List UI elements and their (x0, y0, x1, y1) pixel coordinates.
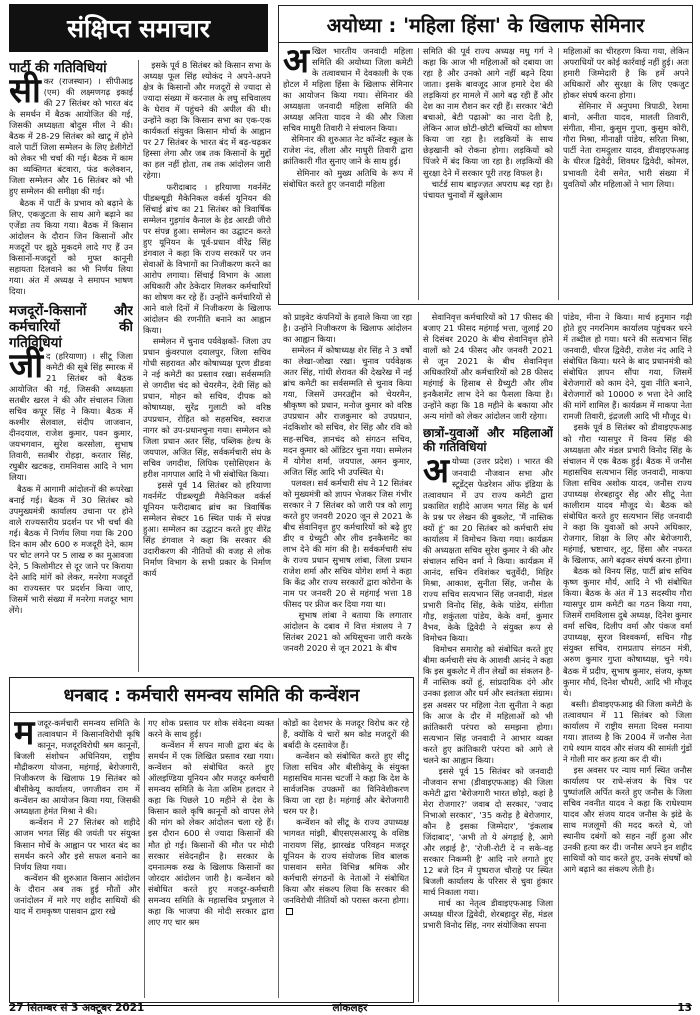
dropcap-a: अ (283, 46, 309, 81)
column-divider (418, 48, 419, 300)
footer-date: 27 सितम्बर से 3 अक्टूबर 2021 (9, 1002, 145, 1014)
paragraph: द (हरियाणा) । सीटू जिला कमेटी की सूबे सिंह स्मारक में 21 सितंबर को बैठक आयोजित की गई, जिसकी अध्यक्षता सतबीर खरल ने की और संचालन जिला सचिव कपूर सिंह ने किया। बैठक में कश्मीर सेलवाल, संदीप जाजवान, दीनदयाल, राजेश कुमार, पवन कुमार, जयभगवान, सुरेश करसोला, सुभाष तिवारी, सतबीर रोहड़ा, करतार सिंह, रघुबीर खटकड़, रामनिवास आदि ने भाग लिया। (9, 350, 133, 483)
paragraph: सुभाष लांबा ने बताया कि लगातार आंदोलन के दबाव में वित्त मंत्रालय ने 7 सितंबर 2021 को अधिसूचना जारी करके जनवरी 2020 से जून 2021 के बीच (283, 610, 412, 654)
footer-page-number: 13 (677, 1002, 692, 1014)
paragraph: सेमिनार की शुरुआत नेट कॉन्वेंट स्कूल के राजेश नंद, लीला और माधुरी तिवारी द्वारा क्रांतिकारी गीत सुनाए जाने के साथ हुई। (283, 134, 413, 167)
paragraph: पांडेय, मीना ने किया। मार्च हनुमान गढ़ी होते हुए नगरनिगम कार्यालय पहुंचकर धरने में तब्दील हो गया। धरने की सत्यभान सिंह जनवादी, धीरज द्विवेदी, राजेश नंद आदि ने संबोधित किया। धरने के बाद प्रधानमंत्री को संबोधित ज्ञापन सौंपा गया, जिसमें बेरोजगारों को काम देने, युवा नीति बनाने, बेरोजगारों को 10000 रु भत्ता देने आदि की मांगें शामिल हैं। कार्यक्रम में माकपा नेता रामजी तिवारी, इंद्रजली आदि भी मौजूद थे। (563, 312, 692, 422)
paragraph: कन्वेंशन में सपन माजी द्वारा बंद के समर्थन में एक लिखित प्रस्ताव रखा गया। कन्वेंशन को संबोधित करते हुए ऑलइण्डिया यूनियन और मजदूर कर्मचारी समन्वय समिति के नेता अशिम हलदार ने कहा कि पिछले 10 महीने से देश के किसान काले कृषि कानूनों को वापस लेने की मांग को लेकर आंदोलन चला रहे हैं। इस दौरान 600 से ज्यादा किसानों की मौत हो गई। किसानों की मौत पर मोदी सरकार संवेदनहीन है। सरकार के दमनात्मक रुख के खिलाफ किसानों का जोरदार आंदोलन जारी है। कन्वेंशन को संबोधित करते हुए मजदूर-कर्मचारी समन्वय समिति के महासचिव प्रभुलाल ने कहा कि भाजपा की मोदी सरकार द्वारा लाए गए चार श्रम (148, 740, 274, 927)
dropcap-jin: जीं (9, 345, 44, 386)
paragraph: पलवल। सर्व कर्मचारी संघ ने 12 सितंबर को मुख्यमंत्री को ज्ञापन भेजकर जिस गंभीर सरकार ने 7 सितंबर को जारी पत्र को लागू करते हुए जनवरी 2020 जून से 2021 के बीच सेवानिवृत्त हुए कर्मचारियों को बढ़े हुए डीए व ग्रेच्युटी और लीव इनकैशमेंट का लाभ देने की मांग की है। सर्वकर्मचारी संघ के राज्य प्रधान सुभाष लांबा, जिला प्रधान राजेश शर्मा और सचिव योगेश शर्मा ने कहा कि केंद्र और राज्य सरकारों द्वारा कोरोना के नाम पर जनवरी 20 से महंगाई भत्ता 18 फीसद पर फ्रीज कर दिया गया था। (283, 477, 412, 610)
dhanbad-column-3 (283, 718, 409, 1000)
dhanbad-column-2 (148, 718, 274, 1000)
dropcap-a: अ (423, 451, 449, 492)
paragraph: योध्या (उत्तर प्रदेश) । भारत की जनवादी नौजवान सभा और स्टूडेंट्स फेडरेशन ऑफ इंडिया के तत्वावधान में उप राज्य कमेटी द्वारा प्रकाशित शहीदे आजम भगत सिंह के धर्म के प्रश्न पर लेखन की बुकलेट, 'मैं नास्तिक क्यों हूं' का 20 सितंबर को कर्मचारी संघ कार्यालय में विमोचन किया गया। कार्यक्रम की अध्यक्षता सचिव सुरेश कुमार ने की और संचालन सचिन वर्मा ने किया। कार्यक्रम में आनंद, सचिन रविशंकर चतुर्वेदी, मिहिर मिश्रा, आकाश, सुनीता सिंह, जनौस के राज्य सचिव सत्यभान सिंह जनवादी, मंडल प्रभारी विनोद सिंह, केके पांडेय, संगीता गौड़, शकुंतला पांडेय, केके वर्मा, कुमार वैभव, केके द्विवेदी ने संयुक्त रूप से विमोचन किया। (423, 456, 553, 644)
subheading-worker-farmer-activities: मजदूरों-किसानों और कर्मचारियों की गतिविधियां (9, 302, 133, 351)
ayodhya-column-2 (423, 46, 553, 301)
paragraph: चार्टर्ड साथ बाइज्ज़त अपराध बढ़ रहा है। पंचायत चुनावों में खुलेआम (423, 178, 553, 200)
column-divider (558, 48, 559, 300)
column-divider (144, 718, 145, 998)
paragraph: महिलाओं का चीरहरण किया गया, लेकिन अपराधियों पर कोई कार्रवाई नहीं हुई। अतः हमारी जिम्मेदारी है कि हमें अपने अधिकारों और सुरक्षा के लिए एकजुट होकर संघर्ष करना होगा। (563, 46, 689, 101)
paragraph: समिति की पूर्व राज्य अध्यक्ष मधु गर्ग ने कहा कि आज भी महिलाओं को दबाया जा रहा है और उनको आगे नहीं बढ़ने दिया जाता। इसके बावजूद आज हमारे देश की लड़कियां हर मामले में आगे बढ़ रही हैं और देश का नाम रौशन कर रही हैं। सरकार 'बेटी बचाओ, बेटी पढ़ाओ' का नारा देती है, लेकिन आज छोटी-छोटी बच्चियों का शोषण किया जा रहा है। लड़कियों के साथ छेड़खानी को रोकना होगा। लड़कियों को पिंजरे में बंद किया जा रहा है। लड़कियों की सुरक्षा देने में सरकार पूरी तरह विफल है। (423, 46, 553, 178)
column-divider (558, 312, 559, 1002)
column-farmer-union-news (143, 60, 271, 672)
paragraph: इसके पूर्व 8 सितंबर को किसान सभा के अध्यक्ष फूल सिंह श्योकंद ने अपने-अपने क्षेत्र के किसानों और मजदूरों से ज्यादा से ज्यादा संख्या में करनाल के लघु सचिवालय के घेराव में पहुंचने की अपील की थी। उन्होंने कहा कि किसान सभा का एक-एक कार्यकर्ता संयुक्त किसान मोर्चा के आह्वान पर 27 सितंबर के भारत बंद में बढ़-चढ़कर हिस्सा लेगा और जब तक किसानों के मुद्दों का हल नहीं होता, तब तक आंदोलन जारी रहेगा। (143, 60, 271, 181)
paragraph: सम्मेलन में चुनाव पर्यवेक्षकों- जिला उप प्रधान कुंवरपाल दयालपुर, जिला सचिव गोधी सहरावत और कोषाध्यक्ष पूरण डीडवा ने नई कमेटी का प्रस्ताव रखा। सर्वसम्मति से जगदीश चंद को चेयरमैन, देवी सिंह को प्रधान, मोहन को सचिव, दीपक को कोषाध्यक्ष, सुरेंद्र गुलाटी को वरिष्ठ उपप्रधान, रोहित को सहसचिव, स्वराज नागर को उप-प्रधानचुना गया। सम्मेलन को जिला प्रधान अतर सिंह, पब्लिक हेल्थ के जयपाल, अजित सिंह, सर्वकर्मचारी संघ के सचिव जगदीश, लिपिक एसोसिएशन के हरीश नागपाल आदि ने भी संबोधित किया। (143, 336, 271, 479)
paragraph: सेवानिवृत्त कर्मचारियों को 17 फीसद की बजाए 21 फीसद महंगाई भत्ता, जुलाई 20 से दिसंबर 2020 के बीच सेवानिवृत्त होने वालों को 24 फीसद और जनवरी 2021 से जून 2021 के बीच सेवानिवृत्त अधिकारियों और कर्मचारियों को 28 फीसद महंगाई के हिसाब से ग्रैच्युटी और लीव इनकैशमेंट लाभ देने का फैसला किया है। उन्होंने कहा कि 18 महीने के बकाया और अन्य मांगों को लेकर आंदोलन जारी रहेगा। (423, 312, 553, 422)
paragraph: बैठक को विनय सिंह, पार्टी ब्रांच सचिव कृष्ण कुमार मौर्य, आदि ने भी संबोधित किया। बैठक के अंत में 13 सदस्यीय गौरा ग्यासपुर ग्राम कमेटी का गठन किया गया, जिसमें रामविलास दुबे अध्यक्ष, दिनेश कुमार वर्मा सचिव, दिलीप वर्मा और पंकज वर्मा उपाध्यक्ष, सुरज विश्वकर्मा, सचिन गौड़ संयुक्त सचिव, रामप्रताप संगठन मंत्री, अरुण कुमार गुप्ता कोषाध्यक्ष, चुने गये। बैठक में प्रदीप, सुभाष कुमार, संजय, कृष्ण कुमार मौर्य, दिनेश चौधरी, आदि भी मौजूद थे। (563, 566, 692, 698)
headline-dhanbad-convention: धनबाद : कर्मचारी समन्वय समिति की कन्वेंशन (9, 677, 414, 713)
paragraph: इससे पूर्व 14 सितंबर को हरियाणा गवर्नमेंट पीडब्ल्यूडी मैकेनिकल वर्कर्स यूनियन फरीदाबाद ब्रांच का त्रिवार्षिक सम्मेलन सेक्टर 16 स्थित पार्क में संपन्न हुआ। सम्मेलन का उद्घाटन करते हुए वीरेंद्र सिंह डंगवाल ने कहा कि सरकार की उदारीकरण की नीतियों की वजह से लोक निर्माण विभाग के सभी प्रकार के निर्माण कार्य (143, 479, 271, 579)
subheading-party-activities: पार्टी की गतिविधियां (9, 60, 107, 76)
paragraph: मार्च का नेतृत्व डीवाइएफआइ जिला अध्यक्ष धीरज द्विवेदी, शेरबहादुर सेंह, मंडल प्रभारी विनोद सिंह, नगर संयोजिका सपना (423, 898, 553, 931)
paragraph: बैठक में आगामी आंदोलनों की रूपरेखा बनाई गई। बैठक में 30 सितंबर को उपमुख्यमंत्री कार्यालय उचाना पर होने वाले राज्यस्तरीय प्रदर्शन पर भी चर्चा की गई। बैठक में निर्णय लिया गया कि 200 दिन काम और 600 रु मजदूरी देने, काम पर चोट लगने पर 5 लाख रु का मुआवजा देने, 5 किलोमीटर से दूर जाने पर किराया देने आदि मांगें को लेकर, मनरेगा मजदूरों का राज्यस्तर पर प्रदर्शन किया जाए, जिसमें भारी संख्या में मनरेगा मजदूर भाग लेंगे। (9, 483, 133, 616)
dropcap-si: सी (9, 71, 41, 111)
paragraph: बैठक में पार्टी के प्रभाव को बढ़ाने के लिए, एकजुटता के साथ आगे बढ़ाने का एजेंडा तय किया गया। बैठक में किसान आंदोलन के दौरान जिन किसानों और मजदूरों पर झूठे मुकदमे लादे गए हैं उन किसानों-मजदूरों को मुफ्त कानूनी सहायता दिलवाने का भी निर्णय लिया गया। अंत में अध्यक्ष ने समापन भाषण दिया। (9, 197, 133, 296)
ayodhya-column-3 (563, 46, 689, 301)
column-youth-news-continued (563, 312, 692, 1004)
paragraph: कर (राजस्थान) । सीपीआइ (एम) की लक्ष्मणगढ़ इकाई की 27 सितंबर को भारत बंद के समर्थन में बैठक आयोजित की गई, जिसकी अध्यक्षता बोदुस मील ने की। बैठक में 28-29 सितंबर को खाटू में होने वाले पार्टी जिला सम्मेलन के लिए डेलीगेटों को लेकर भी चर्चा की गई। बैठक में काम का व्यक्तिगत बंटवारा, फंड कलेक्शन, जिला सम्मेलन और 16 सितंबर को भी हुए सम्मेलन की समीक्षा की गई। (9, 76, 133, 197)
paragraph: फरीदाबाद । हरियाणा गवर्नमेंट पीडब्ल्यूडी मैकेनिकल वर्कर्स यूनियन की सिंचाई ब्रांच का 21 सितंबर को त्रिवार्षिक सम्मेलन गुड़गांव कैनाल के हेड आरडी जीरो पर संपन्न हुआ। सम्मेलन का उद्घाटन करते हुए यूनियन के पूर्व-प्रधान वीरेंद्र सिंह डंगवाल ने कहा कि राज्य सरकारें पर जन सेवाओं के विभागों का निजीकरण करने का आरोप लगाया। सिंचाई विभाग के आला अधिकारी और ठेकेदार मिलकर कर्मचारियों का शोषण कर रहे हैं। उन्होंने कर्मचारियों से आने वाले दिनों में निजीकरण के खिलाफ आंदोलन की रणनीति बनाने का आह्वान किया। (143, 181, 271, 336)
paragraph: सम्मेलन में कोषाध्यक्ष शेर सिंह ने 3 वर्षों का लेखा-जोखा रखा। चुनाव पर्यवेक्षक अतर सिंह, गांधी शेरावत की देखरेख में नई ब्रांच कमेटी का सर्वसम्मति से चुनाव किया गया, जिसमें उमरउद्दीन को चेयरमैन, श्रीकृष्ण को प्रधान, मनोज कुमार को वरिष्ठ उपप्रधान और राजकुमार को उपप्रधान, नंदकिशोर को सचिव, शेर सिंह और रवि को सह-सचिव, ज्ञानचंद को संगठन सचिव, मदन कुमार को ऑडिटर चुना गया। सम्मेलन में योगेश शर्मा, जयपाल, अमन कुमार, अजित सिंह आदि भी उपस्थित थे। (283, 345, 412, 477)
column-faridabad-palwal (283, 312, 412, 672)
paragraph: को प्राइवेट कंपनियों के हवाले किया जा रहा है। उन्होंने निजीकरण के खिलाफ आंदोलन का आह्वान किया। (283, 312, 412, 345)
column-student-youth-activities (423, 312, 553, 1004)
section-banner-brief-news: संक्षिप्त समाचार (9, 4, 268, 52)
paragraph: कन्वेंशन की शुरुआत किसान आंदोलन के दौरान अब तक हुई मौतों और जनांदोलन में मारे गए शहीद साथियों की याद में रामकृष्ण पासवान द्वारा रखे (14, 872, 140, 916)
paragraph: सेमिनार में अनुपमा त्रिपाठी, रेशमा बानो, अनीता यादव, मालती तिवारी, संगीता, मीना, कुसुम गुप्ता, कुसुम कोरी, गौरा मिश्रा, मीनाक्षी पांडेय, सरिता मिश्रा, पार्टी नेता रामदुलार यादव, डीवाइएफआइ के धीरज द्विवेदी, शिवधर द्विवेदी, कोमल, प्रभावती देवी समेत, भारी संख्या में युवतियों और महिलाओं ने भाग लिया। (563, 101, 689, 189)
dropcap-ma: म (14, 718, 35, 753)
paragraph: कोडों का देशभर के मजदूर विरोध कर रहे हैं, क्योंकि ये चारों श्रम कोड मजदूरों की बर्बादी के दस्तावेज हैं। (283, 718, 409, 751)
headline-ayodhya-seminar: अयोध्या : 'महिला हिंसा' के खिलाफ सेमिनार (278, 5, 693, 43)
paragraph: इस अवसर पर न्याय मार्ग स्थित जनौस कार्यालय पर राधे-संजय के चित्र पर पुष्पांजलि अर्पित करते हुए जनौस के जिला सचिव नवनीत यादव ने कहा कि राधेश्याम यादव और संजय यादव जनौस के झंडे के साथ मजलूमों की मदद करते थे, जो स्थानीय दबंगों को सहन नहीं हुआ और उनकी हत्या कर दी। जनौस अपने इन शहीद साथियों को याद करते हुए, उनके संघर्षों को आगे बढ़ाने का संकल्प लेती है। (563, 764, 692, 875)
column-divider (138, 60, 139, 672)
paragraph: सेमिनार को मुख्य अतिथि के रूप में संबोधित करते हुए जनवादी महिला (283, 167, 413, 189)
paragraph: गए शोक प्रस्ताव पर शोक संवेदना व्यक्त करने के साथ हुई। (148, 718, 274, 740)
column-divider (418, 312, 419, 1002)
paragraph: विमोचन समारोह को संबोधित करते हुए बीमा कर्मचारी संघ के आशवी आनंद ने कहा कि इस बुकलेट में तीन लेखों का संकलन है-मैं नास्तिक क्यों हूं, सांप्रदायिक दंगे और उनका इलाज और धर्म और स्वतंत्रता संग्राम। इस अवसर पर महिला नेता सुनीता ने कहा कि आज के दौर में महिलाओं को भी क्रांतिकारी परंपरा को समझना होगा। सत्यभान सिंह जनवादी ने आभार व्यक्त करते हुए क्रांतिकारी परंपरा को आगे ले चलने का आह्वान किया। (423, 644, 553, 765)
column-divider (278, 718, 279, 998)
ayodhya-column-1 (283, 46, 413, 301)
paragraph: इससे पूर्व 15 सितंबर को जनवादी नौजवान सभा (डीवाइएफआइ) की जिला कमेटी द्वारा 'बेरोजगारी भारत छोड़ो, कहां है मेरा रोजगार?' जवाब दो सरकार, 'ज्वाद निभाओ सरकार', '35 करोड़ है बेरोजगार, कौन है इसका जिम्मेदार', 'इंकलाब जिंदाबाद', 'अभी तो ये अंगड़ाई है, आगे और लड़ाई है', 'रोजी-रोटी दे न सके-वह सरकार निकम्मी है' आदि नारे लगाते हुए 12 बजे दिन में पुष्पराज चौराहे पर स्थित बिजली कार्यालय के परिसर से चुवा हुंकार मार्च निकाला गया। (423, 765, 553, 898)
paragraph: कन्वेंशन को संबोधित करते हुए सीटू जिला सचिव और बीसीकेयू के संयुक्त महासचिव मानस चटर्जी ने कहा कि देश के सार्वजनिक उपक्रमों का विनिवेशीकरण किया जा रहा है। महंगाई और बेरोजगारी चरम पर है। (283, 751, 409, 817)
paragraph: कन्वेंशन में 27 सितंबर को शहीदे आजम भगत सिंह की जयंती पर संयुक्त किसान मोर्चे के आह्वान पर भारत बंद का समर्थन करने और इसे सफल बनाने का निर्णय लिया गया। (14, 817, 140, 872)
paragraph: जदूर-कर्मचारी समन्वय समिति के तत्वावधान में किसानविरोधी कृषि कानून, मजदूरविरोधी श्रम कानूनों, बिजली संशोधन अधिनियम, राष्ट्रीय मौद्रीकरण योजना, महंगाई, बेरोजगारी, निजीकरण के खिलाफ 19 सितंबर को बीसीकेयू कार्यालय, जगजीवन राम में कन्वेंशन का आयोजन किया गया, जिसकी अध्यक्षता हेमंत मिश्रा ने की। (14, 718, 140, 817)
footer-publication-name: लोकलहर (332, 1002, 368, 1014)
subheading-student-youth-women: छात्रों-युवाओं और महिलाओं की गतिविधियां (423, 426, 553, 455)
paragraph: खिल भारतीय जनवादी महिला समिति की अयोध्या जिला कमेटी के तत्वावधान में देवकाली के एक होटल में महिला हिंसा के खिलाफ सेमिनार का आयोजन किया गया। सेमिनार की अध्यक्षता जनवादी महिला समिति की अध्यक्ष अनिता यादव ने की और जिला सचिव माधुरी तिवारी ने संचालन किया। (283, 46, 413, 134)
paragraph: बस्ती। डीवाइएफआइ की जिला कमेटी के तत्वावधान में 11 सितंबर को जिला कार्यालय में राष्ट्रीय समता दिवस मनाया गया। ज्ञातव्य है कि 2004 में जनौस नेता राधे श्याम यादव और संजय की सामंती गुंडों ने गोली मार कर हत्या कर दी थी। (563, 698, 692, 764)
paragraph: कन्वेंशन को सीटू के राज्य उपाध्यक्ष भागवत मांझी, बीएसएसआरयू के वशिष्ठ नारायण सिंह, झारखंड परिवहन मजदूर यूनियन के राज्य संयोजक शिव बालक पासवान समेत विभिन्न श्रमिक और कर्मचारी संगठनों के नेताओं ने संबोधित किया और संकल्प लिया कि सरकार की जनविरोधी नीतियों को परास्त करना होगा। (283, 817, 409, 905)
paragraph: इसके पूर्व 8 सितंबर को डीवाइएफआइ को गौरा ग्यासपुर में विनय सिंह की अध्यक्षता और मंडल प्रभारी विनोद सिंह के संचालन में एक बैठक हुई। बैठक में जनौस महासचिव सत्यभान सिंह जनवादी, माकपा जिला सचिव अशोक यादव, जनौस राज्य उपाध्यक्ष शेरबहादुर सेंह और सीटू नेता कालीराम यादव मौजूद थे। बैठक को संबोधित करते हुए सत्यभान सिंह जनवादी ने कहा कि युवाओं को अपने अधिकार, रोजगार, शिक्षा के लिए और बेरोजगारी, महंगाई, भ्रष्टाचार, लूट, हिंसा और नफरत के खिलाफ, आगे बढ़कर संघर्ष करना होगा। (563, 422, 692, 566)
dhanbad-column-1 (14, 718, 140, 1000)
end-mark-icon (286, 908, 293, 915)
